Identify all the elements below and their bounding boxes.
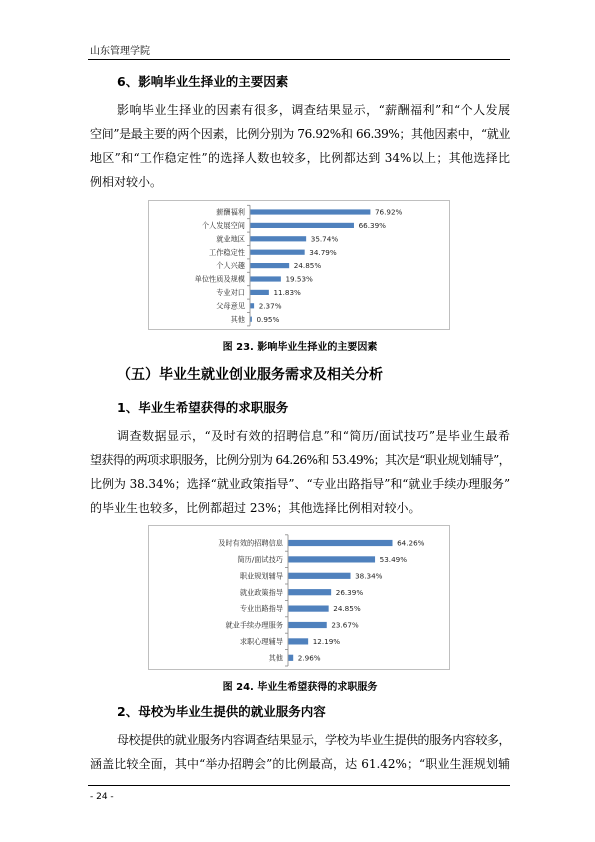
value-label: 12.19% [312, 636, 341, 646]
value-label: 11.83% [273, 287, 301, 297]
category-label: 个人发展空间 [201, 220, 245, 230]
bar [250, 303, 254, 308]
paragraph-line: 影响毕业生择业的因素有很多，调查结果显示，“薪酬福利”和“个人发展 [117, 103, 510, 117]
bar [288, 655, 293, 661]
paragraph-section-2 [90, 728, 510, 776]
value-label: 23.67% [331, 620, 359, 630]
category-label: 职业规划辅导 [239, 571, 283, 581]
value-label: 38.34% [355, 571, 383, 581]
paragraph-line: 例相对较小。 [90, 175, 163, 189]
value-label: 19.53% [285, 274, 313, 284]
paragraph-line: 调查数据显示，“及时有效的招聘信息”和“简历/面试技巧”是毕业生最希 [117, 429, 510, 443]
value-label: 76.92% [374, 207, 403, 217]
value-label: 26.39% [335, 587, 364, 597]
category-label: 及时有效的招聘信息 [218, 538, 283, 548]
bar [250, 263, 289, 268]
value-label: 0.95% [256, 314, 280, 324]
running-header-title: 山东管理学院 [90, 46, 150, 57]
page-number: - 24 - [90, 792, 114, 802]
paragraph-line: 比例为 38.34%；选择“就业政策指导”、“专业出路指导”和“就业手续办理服务” [90, 477, 510, 491]
value-label: 24.85% [293, 261, 322, 271]
bar [288, 573, 350, 579]
bar [288, 622, 326, 628]
value-label: 24.85% [333, 604, 361, 614]
paragraph-line: 空间”是最主要的两个因素，比例分别为 76.92%和 66.39%；其他因素中，“就业 [90, 127, 510, 141]
category-label: 个人兴趣 [216, 261, 245, 271]
value-label: 66.39% [358, 220, 386, 230]
category-label: 其他 [230, 314, 245, 324]
bar [250, 209, 370, 214]
footer-rule [88, 785, 510, 786]
bar [288, 638, 308, 644]
bar [288, 606, 328, 612]
category-label: 工作稳定性 [209, 247, 245, 257]
header-rule [88, 59, 510, 60]
bar [250, 223, 354, 228]
value-label: 64.26% [397, 538, 425, 548]
category-label: 就业地区 [216, 234, 245, 244]
paragraph-line: 望获得的两项求职服务，比例分别为 64.26%和 53.49%；其次是“职业规划辅导”， [90, 453, 510, 467]
bar-chart-job-services [149, 526, 449, 669]
section-heading-1: 1、毕业生希望获得的求职服务 [117, 400, 289, 415]
category-label: 其他 [268, 653, 283, 663]
paragraph-section-6 [90, 98, 510, 194]
paragraph-line: 的毕业生也较多，比例都超过 23%；其他选择比例相对较小。 [90, 501, 421, 515]
category-label: 就业手续办理服务 [225, 620, 283, 630]
category-label: 就业政策指导 [239, 587, 283, 597]
value-label: 53.49% [379, 554, 408, 564]
category-label: 专业出路指导 [239, 604, 283, 614]
chapter-heading-5: （五）毕业生就业创业服务需求及相关分析 [117, 367, 383, 383]
category-label: 求职心理辅导 [239, 636, 283, 646]
figure-23-caption: 图 23. 影响毕业生择业的主要因素 [222, 342, 378, 353]
figure-23-chart [148, 200, 450, 330]
bar [288, 540, 392, 546]
value-label: 2.37% [258, 301, 282, 311]
figure-24-chart [148, 525, 450, 670]
category-label: 单位性质及规模 [194, 274, 245, 284]
bar [250, 276, 280, 281]
category-label: 简历/面试技巧 [237, 554, 283, 564]
category-label: 专业对口 [216, 287, 245, 297]
section-heading-2: 2、母校为毕业生提供的就业服务内容 [117, 704, 326, 719]
category-label: 父母意见 [216, 301, 245, 311]
value-label: 34.79% [309, 247, 337, 257]
bar [250, 236, 306, 241]
figure-24-caption: 图 24. 毕业生希望获得的求职服务 [222, 682, 378, 693]
paragraph-line: 地区”和“工作稳定性”的选择人数也较多，比例都达到 34%以上；其他选择比 [90, 151, 510, 165]
bar-chart-factors [149, 201, 449, 329]
paragraph-line: 母校提供的就业服务内容调查结果显示，学校为毕业生提供的服务内容较多， [117, 733, 510, 747]
bar [250, 290, 268, 295]
bar [250, 317, 251, 322]
value-label: 2.96% [297, 653, 321, 663]
section-heading-6: 6、影响毕业生择业的主要因素 [117, 74, 289, 89]
bar [288, 556, 375, 562]
category-label: 薪酬福利 [216, 207, 245, 217]
bar [250, 250, 304, 255]
value-label: 35.74% [310, 234, 339, 244]
paragraph-section-1 [90, 424, 510, 520]
paragraph-line: 涵盖比较全面，其中“举办招聘会”的比例最高，达 61.42%；“职业生涯规划辅 [90, 757, 510, 771]
bar [288, 589, 331, 595]
